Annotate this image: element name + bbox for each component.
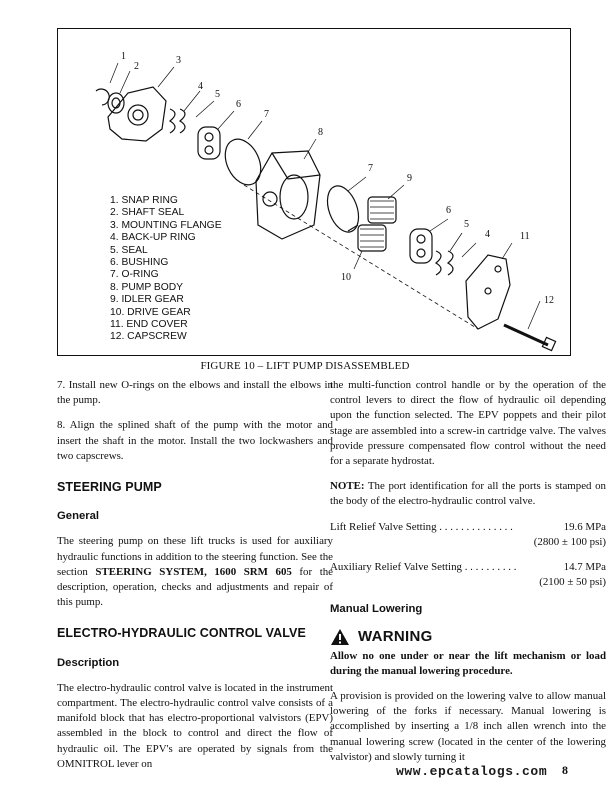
callout-12: 12 [544,295,554,306]
section-heading-steering-pump: STEERING PUMP [57,480,162,495]
callout-5b: 5 [464,219,469,230]
callout-8: 8 [318,127,323,138]
lift-relief-psi: (2800 ± 100 psi) [533,535,606,548]
general-text-a: The steering pump on these lift trucks is used for auxiliary hydraulic functions in addition to the steering function. See the section [57,535,333,578]
aux-relief-label: Auxiliary Relief Valve Setting . . . . . . . . . . [330,561,517,574]
callout-9: 9 [407,173,412,184]
footer-url: www.epcatalogs.com [396,764,548,779]
parts-legend-item: 7. O-RING [110,269,159,281]
general-text-b: for the description, operation, checks and adjustments and repair of this pump. [57,565,333,609]
parts-legend-item: 9. IDLER GEAR [110,294,184,306]
callout-11: 11 [520,231,530,242]
parts-legend-item: 3. MOUNTING FLANGE [110,219,222,231]
callout-3: 3 [176,55,181,66]
parts-legend-item: 8. PUMP BODY [110,281,184,293]
right-column [330,378,606,775]
callout-10: 10 [341,272,351,283]
page-number: 8 [562,763,568,777]
paragraph-continued: the multi-function control handle or by the operation of the control levers to direct the flow of hydraulic oil depending upon the function selected. The EPV poppets and their pilot stage are assembled into a screw-in cartridge valve. The valves provide pressure compensated flow control without the need for a separate hydrostat. [330,379,606,468]
callout-7: 7 [264,109,269,120]
parts-legend-item: 12. CAPSCREW [110,331,187,343]
callout-7b: 7 [368,163,373,174]
parts-legend-item: 4. BACK-UP RING [110,232,196,244]
lift-relief-label: Lift Relief Valve Setting . . . . . . . . . . . . . . [330,520,513,533]
parts-legend [110,195,222,344]
subheading-general: General [57,510,100,523]
snap-ring-drawing [96,89,109,105]
parts-legend-item: 11. END COVER [110,319,188,331]
warning-label: WARNING [358,628,433,646]
aux-relief-psi: (2100 ± 50 psi) [539,576,606,589]
parts-legend-item: 6. BUSHING [110,257,169,269]
callout-4b: 4 [485,229,490,240]
paragraph-step-7: 7. Install new O-rings on the elbows and install the elbows in the pump. [57,379,333,407]
figure-frame [57,28,571,356]
warning-triangle-icon [330,628,350,646]
aux-relief-value: 14.7 MPa [563,561,606,574]
aux-relief-setting [330,560,606,575]
section-heading-ehcv: ELECTRO-HYDRAULIC CONTROL VALVE [57,626,306,641]
callout-5: 5 [215,89,220,100]
paragraph-general [57,534,333,610]
subheading-description: Description [57,656,120,669]
callout-2: 2 [134,61,139,72]
figure-caption: FIGURE 10 – LIFT PUMP DISASSEMBLED [200,360,410,372]
parts-legend-item: 10. DRIVE GEAR [110,306,191,318]
paragraph-description: The electro-hydraulic control valve is located in the instrument compartment. The electro-hydraulic control valve consists of a manifold block that has electro-proportional valvistors (EPV) assembled in the block to control and direct the flow of hydraulic oil. The EPV's are operated by signals from the OMNITROL lever on [57,681,333,770]
subheading-manual-lowering: Manual Lowering [330,603,423,616]
left-column [57,378,333,782]
steering-system-reference: STEERING SYSTEM, 1600 SRM 605 [95,565,292,578]
warning-text: Allow no one under or near the lift mechanism or load during the manual lowering procedure. [330,649,606,677]
lift-relief-value: 19.6 MPa [563,520,606,533]
note-label: NOTE: [330,480,365,493]
lift-relief-setting [330,520,606,535]
paragraph-manual-lowering: A provision is provided on the lowering valve to allow manual lowering of the forks if necessary. Manual lowering is accomplished by inserting a 1/8 inch allen wrench into the manual lowering screw (located in the center of the lowering valvistor) and slowly turning it [330,690,606,763]
callout-6: 6 [236,99,241,110]
warning-heading [330,628,606,646]
paragraph-step-8: 8. Align the splined shaft of the pump with the motor and insert the shaft in the motor. Install the two lockwashers and two capscrews. [57,419,333,462]
parts-legend-item: 2. SHAFT SEAL [110,207,185,219]
callout-1: 1 [121,51,126,62]
parts-legend-item: 1. SNAP RING [110,195,178,206]
callout-4: 4 [198,81,203,92]
note-paragraph [330,479,606,509]
callout-6b: 6 [446,205,451,216]
parts-legend-item: 5. SEAL [110,244,148,256]
note-text: The port identification for all the ports is stamped on the body of the electro-hydraulic control valve. [330,480,606,508]
